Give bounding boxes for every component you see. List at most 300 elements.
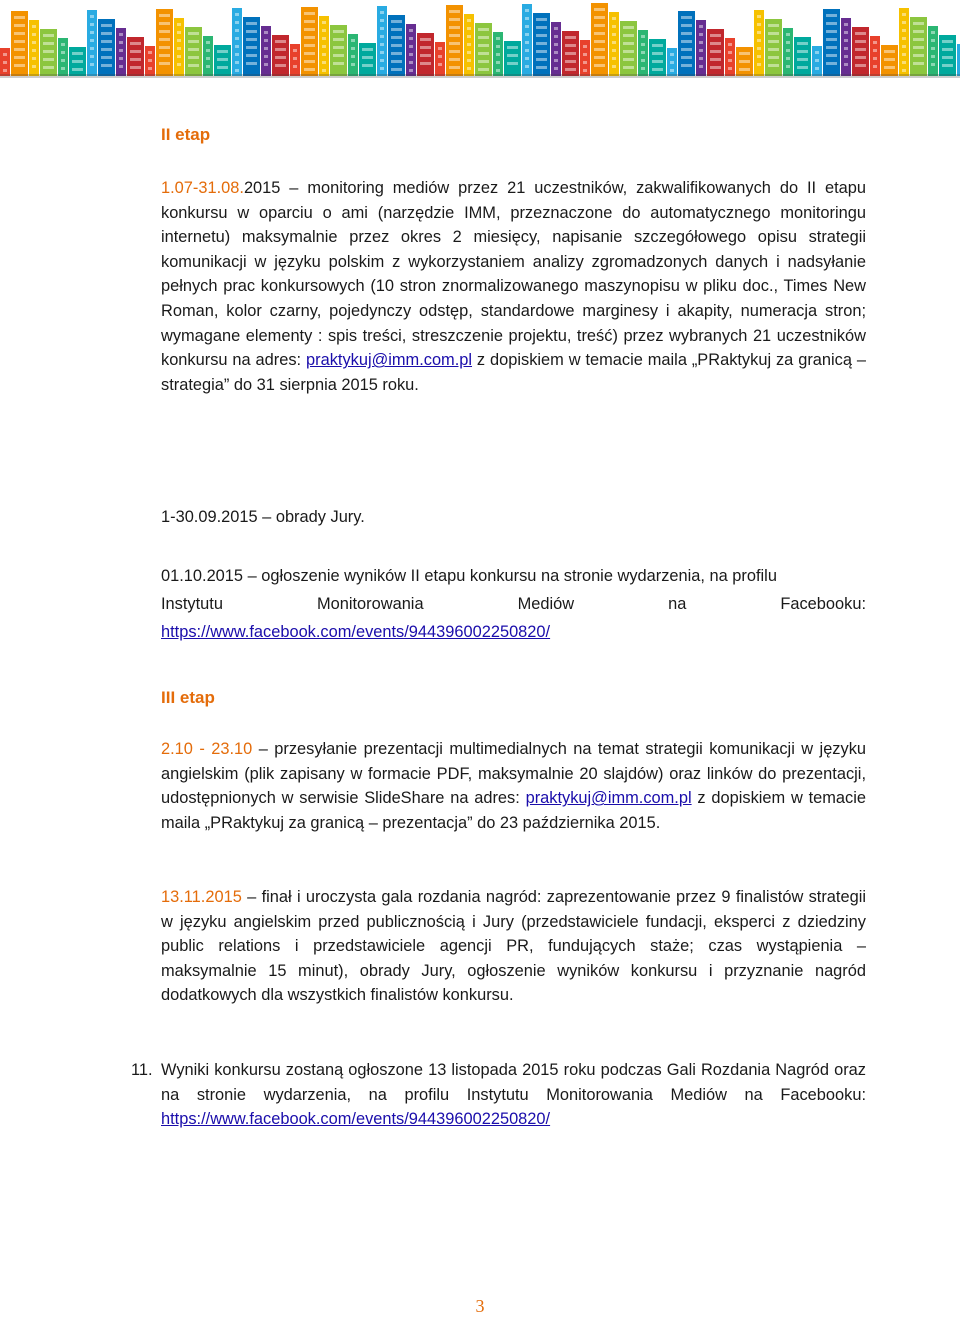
word-4: Facebooku:: [780, 595, 866, 613]
skyline-window: [14, 64, 25, 67]
skyline-window: [670, 69, 674, 72]
skyline-window: [536, 34, 547, 37]
skyline-window: [235, 69, 239, 72]
skyline-window: [246, 30, 257, 33]
skyline-window: [206, 49, 210, 52]
skyline-window: [815, 51, 819, 54]
etap3-date: 2.10 - 23.10: [161, 740, 253, 758]
skyline-window: [786, 65, 790, 68]
skyline-window: [380, 67, 384, 70]
skyline-window: [913, 30, 924, 33]
skyline-window: [902, 37, 906, 40]
skyline-window: [14, 32, 25, 35]
skyline-window: [188, 64, 199, 67]
skyline-window: [670, 61, 674, 64]
skyline-window: [90, 31, 94, 34]
skyline-window: [177, 55, 181, 58]
skyline-window: [333, 46, 344, 49]
skyline-window: [275, 48, 286, 51]
skyline-window: [438, 55, 442, 58]
skyline-window: [855, 64, 866, 67]
skyline-window: [826, 22, 837, 25]
skyline-window: [496, 61, 500, 64]
etap2-date-rest: 2015: [243, 179, 281, 197]
skyline-window: [786, 57, 790, 60]
skyline-window: [681, 48, 692, 51]
skyline-window: [43, 34, 54, 37]
skyline-window: [61, 59, 65, 62]
skyline-window: [14, 48, 25, 51]
skyline-window: [159, 30, 170, 33]
skyline-window: [177, 47, 181, 50]
skyline-window: [362, 56, 373, 59]
skyline-window: [3, 61, 7, 64]
skyline-window: [43, 50, 54, 53]
skyline-window: [612, 57, 616, 60]
etap2-text-b: z dopiskiem w temacie maila „PRaktykuj za granicą – strategia” do 31 sierpnia 2015 roku.: [161, 351, 866, 394]
skyline-window: [855, 32, 866, 35]
skyline-window: [409, 37, 413, 40]
skyline-window: [554, 59, 558, 62]
skyline-window: [768, 56, 779, 59]
skyline-window: [264, 47, 268, 50]
skyline-window: [525, 25, 529, 28]
skyline-window: [699, 41, 703, 44]
skyline-window: [652, 60, 663, 63]
skyline-building: [156, 9, 173, 76]
skyline-window: [641, 67, 645, 70]
skyline-window: [159, 46, 170, 49]
skyline-window: [333, 62, 344, 65]
skyline-window: [786, 33, 790, 36]
skyline-window: [554, 51, 558, 54]
skyline-window: [420, 62, 431, 65]
skyline-window: [536, 66, 547, 69]
skyline-window: [902, 53, 906, 56]
skyline-window: [119, 41, 123, 44]
skyline-window: [72, 52, 83, 55]
skyline-window: [275, 56, 286, 59]
skyline-window: [612, 25, 616, 28]
skyline-window: [159, 14, 170, 17]
skyline-window: [217, 66, 228, 69]
skyline-window: [32, 65, 36, 68]
skyline-window: [235, 45, 239, 48]
skyline-window: [101, 48, 112, 51]
skyline-window: [873, 65, 877, 68]
skyline-window: [32, 41, 36, 44]
skyline-window: [902, 45, 906, 48]
skyline-window: [873, 57, 877, 60]
skyline-window: [351, 55, 355, 58]
skyline-window: [496, 37, 500, 40]
skyline-window: [583, 45, 587, 48]
page-number: 3: [475, 1296, 485, 1316]
skyline-window: [130, 58, 141, 61]
skyline-window: [478, 44, 489, 47]
skyline-window: [322, 21, 326, 24]
skyline-window: [583, 69, 587, 72]
skyline-window: [826, 46, 837, 49]
skyline-window: [757, 39, 761, 42]
skyline-window: [884, 58, 895, 61]
skyline-window: [409, 69, 413, 72]
skyline-window: [14, 40, 25, 43]
skyline-window: [32, 25, 36, 28]
skyline-window: [293, 49, 297, 52]
skyline-window: [449, 34, 460, 37]
skyline-window: [612, 33, 616, 36]
skyline-window: [449, 26, 460, 29]
skyline-window: [90, 47, 94, 50]
etap2-results-line2: [161, 590, 866, 618]
skyline-window: [873, 41, 877, 44]
skyline-window: [362, 48, 373, 51]
skyline-window: [623, 42, 634, 45]
skyline-window: [293, 57, 297, 60]
skyline-window: [844, 39, 848, 42]
email-link-etap3[interactable]: praktykuj@imm.com.pl: [525, 789, 692, 808]
skyline-window: [873, 49, 877, 52]
skyline-window: [420, 46, 431, 49]
skyline-window: [304, 20, 315, 23]
skyline-window: [768, 64, 779, 67]
skyline-window: [913, 22, 924, 25]
skyline-window: [32, 49, 36, 52]
skyline-window: [177, 63, 181, 66]
skyline-window: [855, 48, 866, 51]
skyline-window: [739, 60, 750, 63]
skyline-window: [507, 62, 518, 65]
skyline-window: [507, 54, 518, 57]
skyline-window: [478, 68, 489, 71]
skyline-window: [449, 42, 460, 45]
facebook-event-link-item11[interactable]: https://www.facebook.com/events/944396002250820/: [161, 1110, 551, 1129]
skyline-window: [304, 60, 315, 63]
skyline-window: [159, 54, 170, 57]
skyline-window: [264, 55, 268, 58]
skyline-window: [206, 57, 210, 60]
skyline-window: [188, 48, 199, 51]
skyline-window: [148, 59, 152, 62]
skyline-window: [391, 52, 402, 55]
skyline-window: [119, 57, 123, 60]
skyline-window: [525, 17, 529, 20]
skyline-window: [177, 31, 181, 34]
skyline-window: [467, 27, 471, 30]
facebook-event-link-etap2[interactable]: https://www.facebook.com/events/944396002250820/: [161, 623, 551, 641]
skyline-window: [159, 62, 170, 65]
skyline-window: [786, 49, 790, 52]
skyline-window: [786, 41, 790, 44]
skyline-window: [380, 59, 384, 62]
skyline-window: [467, 51, 471, 54]
skyline-window: [536, 26, 547, 29]
skyline-window: [554, 27, 558, 30]
skyline-window: [449, 50, 460, 53]
skyline-window: [119, 65, 123, 68]
skyline-window: [913, 54, 924, 57]
skyline-window: [391, 36, 402, 39]
word-3: na: [668, 595, 687, 613]
skyline-window: [438, 47, 442, 50]
skyline-window: [322, 29, 326, 32]
skyline-window: [757, 63, 761, 66]
skyline-window: [525, 65, 529, 68]
etap2-text-a: – monitoring mediów przez 21 uczestników, zakwalifikowanych do II etapu konkursu w oparciu o ami (narzędzie IMM, przeznaczone do automatycznego monitoringu internetu) maksymalnie przez okres 2 miesięcy, napisanie szczegółowego opisu strategii komunikacji w języku polskim z wykorzystaniem analizy zgromadzonych danych i nadsyłanie pełnych prac konkursowych (10 stron znormalizowanego maszynopisu w pliku doc., Times New Roman, kolor czarny, pojedynczy odstęp, standardowe marginesy i akapity, numeracja stron; wymagane elementy : spis treści, streszczenie projektu, treść) przez wybranych 21 uczestników konkursu na adres:: [161, 179, 866, 370]
skyline-window: [913, 46, 924, 49]
skyline-window: [641, 43, 645, 46]
skyline-building: [301, 7, 318, 76]
skyline-window: [652, 68, 663, 71]
skyline-window: [525, 57, 529, 60]
skyline-window: [333, 38, 344, 41]
skyline-window: [333, 30, 344, 33]
skyline-window: [797, 58, 808, 61]
skyline-window: [61, 51, 65, 54]
skyline-window: [902, 21, 906, 24]
skyline-window: [641, 51, 645, 54]
skyline-building: [754, 10, 764, 76]
skyline-window: [536, 18, 547, 21]
skyline-window: [844, 55, 848, 58]
skyline-window: [652, 52, 663, 55]
skyline-window: [101, 32, 112, 35]
skyline-window: [554, 67, 558, 70]
skyline-building: [446, 5, 463, 76]
skyline-building: [377, 6, 387, 76]
skyline-window: [467, 59, 471, 62]
skyline-window: [565, 68, 576, 71]
skyline-window: [188, 56, 199, 59]
skyline-window: [90, 15, 94, 18]
skyline-window: [217, 50, 228, 53]
skyline-window: [90, 39, 94, 42]
skyline-window: [246, 22, 257, 25]
skyline-window: [942, 48, 953, 51]
skyline-window: [14, 24, 25, 27]
skyline-window: [681, 56, 692, 59]
skyline-window: [623, 34, 634, 37]
word-2: Mediów: [517, 595, 575, 613]
skyline-window: [391, 44, 402, 47]
skyline-window: [739, 52, 750, 55]
item-11-text: Wyniki konkursu zostaną ogłoszone 13 listopada 2015 roku podczas Gali Rozdania Nagród oraz na stronie wydarzenia, na profilu Instytutu Monitorowania Mediów na Facebooku:: [161, 1061, 866, 1104]
skyline-window: [496, 45, 500, 48]
skyline-window: [90, 55, 94, 58]
skyline-window: [304, 44, 315, 47]
skyline-window: [913, 62, 924, 65]
skyline-building: [765, 19, 782, 76]
skyline-window: [826, 30, 837, 33]
skyline-window: [246, 62, 257, 65]
skyline-window: [130, 66, 141, 69]
skyline-window: [478, 60, 489, 63]
skyline-window: [757, 55, 761, 58]
skyline-window: [322, 45, 326, 48]
skyline-window: [681, 64, 692, 67]
skyline-window: [322, 53, 326, 56]
skyline-window: [420, 54, 431, 57]
skyline-window: [931, 31, 935, 34]
skyline-window: [902, 61, 906, 64]
city-skyline-banner: [0, 0, 960, 80]
skyline-window: [728, 59, 732, 62]
skyline-window: [728, 43, 732, 46]
skyline-window: [467, 35, 471, 38]
skyline-window: [768, 48, 779, 51]
skyline-window: [826, 54, 837, 57]
skyline-window: [826, 62, 837, 65]
skyline-window: [536, 42, 547, 45]
skyline-window: [148, 67, 152, 70]
skyline-window: [525, 33, 529, 36]
skyline-window: [612, 65, 616, 68]
skyline-window: [478, 28, 489, 31]
skyline-window: [583, 53, 587, 56]
word-1: Monitorowania: [316, 595, 424, 613]
skyline-window: [235, 21, 239, 24]
skyline-window: [188, 32, 199, 35]
skyline-window: [43, 66, 54, 69]
skyline-window: [478, 36, 489, 39]
skyline-window: [177, 23, 181, 26]
skyline-window: [409, 29, 413, 32]
section-heading-etap-2: II etap: [161, 125, 211, 144]
skyline-window: [61, 67, 65, 70]
skyline-window: [449, 58, 460, 61]
skyline-window: [623, 58, 634, 61]
etap3-paragraph-presentations: [161, 737, 866, 835]
skyline-window: [264, 31, 268, 34]
skyline-window: [43, 42, 54, 45]
skyline-window: [757, 15, 761, 18]
skyline-window: [333, 54, 344, 57]
skyline-window: [217, 58, 228, 61]
skyline-window: [246, 46, 257, 49]
skyline-window: [304, 52, 315, 55]
skyline-window: [942, 64, 953, 67]
skyline-window: [496, 53, 500, 56]
skyline-window: [710, 42, 721, 45]
skyline-window: [32, 33, 36, 36]
skyline-window: [681, 32, 692, 35]
skyline-window: [884, 66, 895, 69]
skyline-window: [565, 60, 576, 63]
skyline-window: [90, 63, 94, 66]
list-number-11: 11.: [131, 1061, 153, 1079]
skyline-window: [884, 50, 895, 53]
skyline-window: [351, 47, 355, 50]
skyline-window: [351, 39, 355, 42]
skyline-window: [594, 16, 605, 19]
skyline-window: [391, 60, 402, 63]
skyline-window: [826, 38, 837, 41]
skyline-window: [844, 47, 848, 50]
skyline-window: [177, 39, 181, 42]
skyline-window: [32, 57, 36, 60]
skyline-window: [855, 40, 866, 43]
skyline-window: [275, 64, 286, 67]
skyline-window: [855, 56, 866, 59]
skyline-window: [757, 47, 761, 50]
skyline-window: [3, 53, 7, 56]
skyline-window: [728, 51, 732, 54]
skyline-window: [652, 44, 663, 47]
skyline-window: [119, 49, 123, 52]
skyline-window: [844, 31, 848, 34]
skyline-window: [304, 68, 315, 71]
skyline-window: [594, 8, 605, 11]
skyline-window: [565, 52, 576, 55]
skyline-window: [449, 10, 460, 13]
final-text: – finał i uroczysta gala rozdania nagród: zaprezentowanie przez 9 finalistów strategii w języku angielskim przed publicznością i Jury (przedstawiciele fundacji, eksperci z dziedziny public relations i przedstawiciele agencji PR, fundujących staże; czas wystąpienia – maksymalnie 15 minut), obrady Jury, ogłoszenie wyników konkursu i przyznanie nagród dodatkowych dla wszystkich finalistów konkursu.: [161, 888, 866, 1005]
skyline-window: [61, 43, 65, 46]
skyline-window: [768, 32, 779, 35]
skyline-window: [14, 56, 25, 59]
skyline-window: [409, 61, 413, 64]
skyline-window: [159, 38, 170, 41]
skyline-window: [699, 57, 703, 60]
etap2-paragraph-monitoring: [161, 176, 866, 397]
skyline-window: [768, 40, 779, 43]
skyline-window: [565, 36, 576, 39]
skyline-window: [449, 66, 460, 69]
skyline-window: [235, 13, 239, 16]
skyline-window: [681, 16, 692, 19]
skyline-window: [594, 32, 605, 35]
skyline-window: [380, 27, 384, 30]
skyline-window: [304, 12, 315, 15]
skyline-window: [235, 53, 239, 56]
email-link-etap2[interactable]: praktykuj@imm.com.pl: [306, 351, 473, 370]
skyline-window: [130, 50, 141, 53]
skyline-window: [623, 26, 634, 29]
skyline-window: [844, 63, 848, 66]
skyline-window: [293, 65, 297, 68]
skyline-window: [391, 20, 402, 23]
skyline-window: [206, 65, 210, 68]
skyline-window: [710, 34, 721, 37]
skyline-window: [351, 63, 355, 66]
skyline-window: [90, 23, 94, 26]
skyline-window: [612, 17, 616, 20]
skyline-window: [507, 46, 518, 49]
skyline-window: [235, 61, 239, 64]
etap2-results-line1: 01.10.2015 – ogłoszenie wyników II etapu konkursu na stronie wydarzenia, na profilu: [161, 567, 777, 585]
skyline-window: [623, 50, 634, 53]
skyline-window: [902, 13, 906, 16]
skyline-window: [536, 50, 547, 53]
skyline-window: [264, 39, 268, 42]
skyline-window: [3, 69, 7, 72]
skyline-building: [899, 8, 909, 76]
skyline-window: [699, 33, 703, 36]
skyline-window: [594, 24, 605, 27]
skyline-window: [380, 43, 384, 46]
skyline-window: [409, 45, 413, 48]
skyline-window: [931, 55, 935, 58]
skyline-window: [757, 31, 761, 34]
skyline-window: [623, 66, 634, 69]
skyline-window: [130, 42, 141, 45]
skyline-window: [420, 38, 431, 41]
skyline-window: [931, 39, 935, 42]
skyline-window: [583, 61, 587, 64]
skyline-window: [612, 49, 616, 52]
skyline-window: [235, 37, 239, 40]
skyline-window: [467, 43, 471, 46]
